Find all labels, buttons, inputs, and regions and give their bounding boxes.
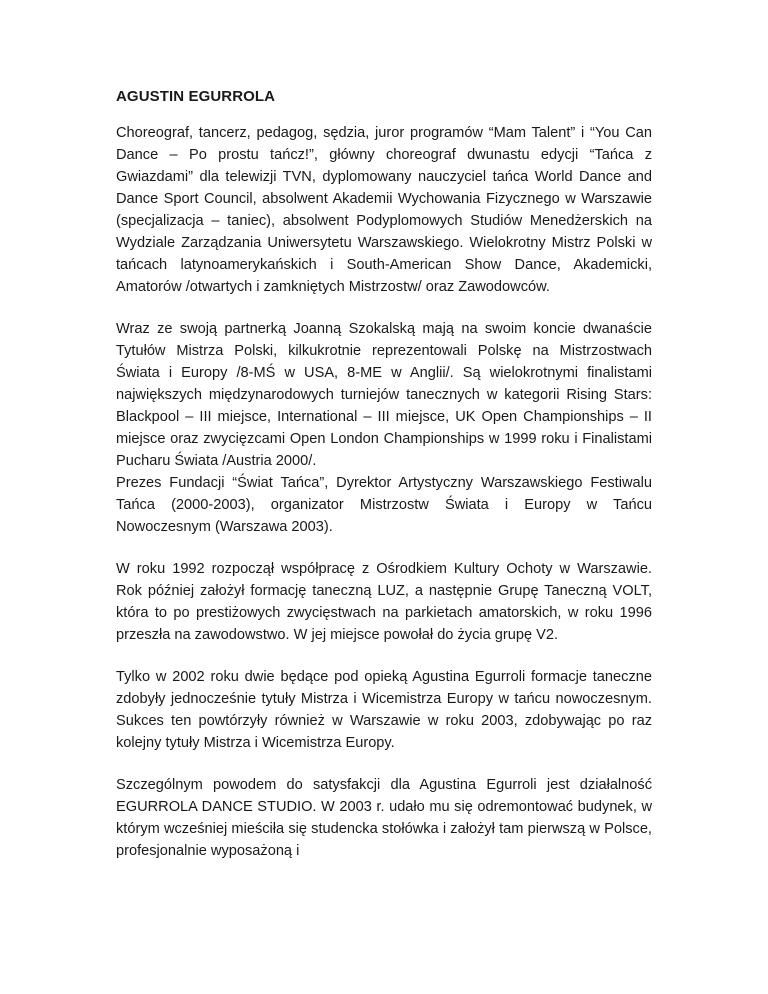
paragraph-studio: Szczególnym powodem do satysfakcji dla Agustina Egurroli jest działalność EGURROLA DANCE STUDIO. W 2003 r. udało mu się odremontować budynek, w którym wcześniej mieściła się studencka stołówka i założył tam pierwszą w Polsce, profesjonalnie wyposażoną i [116,777,652,859]
paragraph-europe-titles: Tylko w 2002 roku dwie będące pod opieką Agustina Egurroli formacje taneczne zdobyły jednocześnie tytuły Mistrza i Wicemistrza Europy w tańcu nowoczesnym. Sukces ten powtórzyły również w Warszawie w roku 2003, zdobywając po raz kolejny tytuły Mistrza i Wicemistrza Europy. [116,669,652,751]
paragraph-bio: Choreograf, tancerz, pedagog, sędzia, juror programów “Mam Talent” i “You Can Dance – Po prostu tańcz!”, główny choreograf dwunastu edycji “Tańca z Gwiazdami” dla telewizji TVN, dyplomowany nauczyciel tańca World Dance and Dance Sport Council, absolwent Akademii Wychowania Fizycznego w Warszawie (specjalizacja – taniec), absolwent Podyplomowych Studiów Menedżerskich na Wydziale Zarządzania Uniwersytetu Warszawskiego. Wielokrotny Mistrz Polski w tańcach latynoamerykańskich i South-American Show Dance, Akademicki, Amatorów /otwartych i zamkniętych Mistrzostw/ oraz Zawodowców. [116,125,652,295]
paragraph-ochota: W roku 1992 rozpoczął współpracę z Ośrodkiem Kultury Ochoty w Warszawie. Rok później założył formację taneczną LUZ, a następnie Grupę Taneczną VOLT, która to po prestiżowych zwycięstwach na parkietach amatorskich, w roku 1996 przeszła na zawodowstwo. W jej miejsce powołał do życia grupę V2. [116,561,652,643]
paragraph-partner: Wraz ze swoją partnerką Joanną Szokalską mają na swoim koncie dwanaście Tytułów Mistrza Polski, kilkukrotnie reprezentowali Polskę na Mistrzostwach Świata i Europy /8-MŚ w USA, 8-ME w Anglii/. Są wielokrotnymi finalistami największych międzynarodowych turniejów tanecznych w kategorii Rising Stars: Blackpool – III miejsce, International – III miejsce, UK Open Championships – II miejsce oraz zwycięzcami Open London Championships w 1999 roku i Finalistami Pucharu Świata /Austria 2000/. [116,321,652,469]
paragraph-foundation: Prezes Fundacji “Świat Tańca”, Dyrektor Artystyczny Warszawskiego Festiwalu Tańca (2000-2003), organizator Mistrzostw Świata i Europy w Tańcu Nowoczesnym (Warszawa 2003). [116,475,652,535]
document-page [116,86,652,882]
document-title: AGUSTIN EGURROLA [116,88,276,105]
